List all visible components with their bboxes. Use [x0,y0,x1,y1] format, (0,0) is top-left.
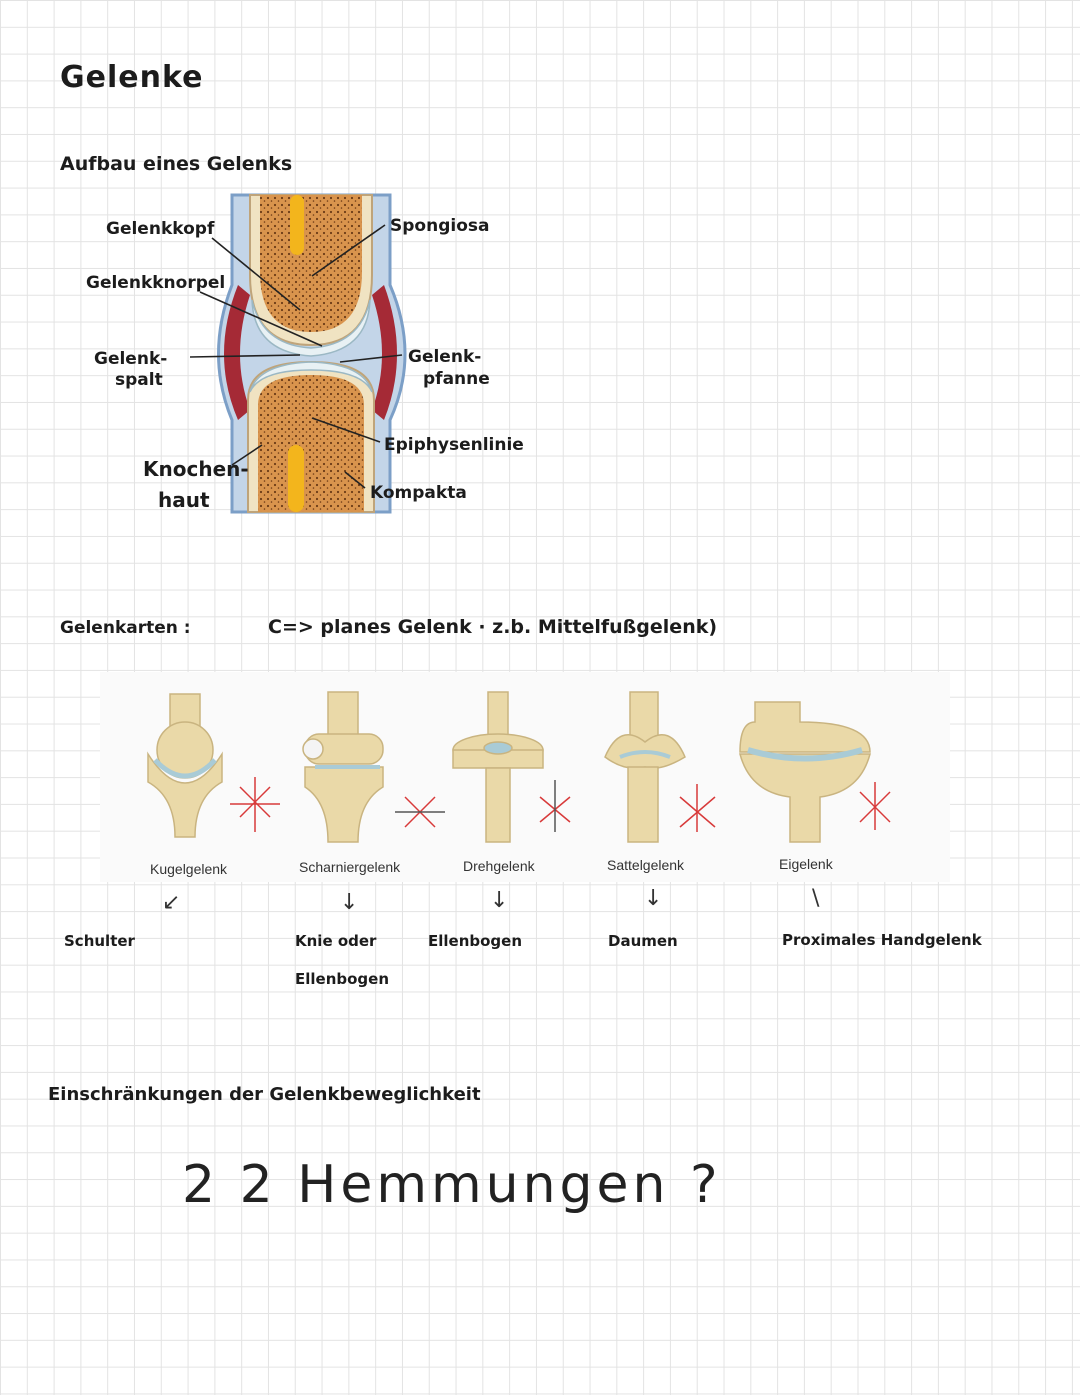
page-title: Gelenke [60,60,204,95]
arrow-ball-joint: ↙ [162,890,181,915]
arrow-saddle-joint: ↓ [644,886,663,911]
label-gelenkpfanne-2: pfanne [423,369,490,389]
upper-bone-spongiosa [260,195,362,332]
example-hinge-joint: Knie oder [295,932,377,950]
types-heading: Gelenkarten : [60,618,191,638]
caption-ball-joint: Kugelgelenk [150,861,228,877]
example-ellipsoid-joint: Proximales Handgelenk [782,931,982,949]
caption-pivot-joint: Drehgelenk [463,858,535,874]
limitations-heading: Einschränkungen der Gelenkbeweglichkeit [48,1084,481,1105]
label-gelenkkopf: Gelenkkopf [106,219,215,239]
plane-joint-note: C=> planes Gelenk · z.b. Mittelfußgelenk) [268,616,718,638]
label-gelenkknorpel: Gelenkknorpel [86,273,226,293]
label-knochenhaut-1: Knochen- [143,457,249,481]
arrow-hinge-joint: ↓ [340,890,359,915]
example-hinge-joint-2: Ellenbogen [295,970,390,988]
example-pivot-joint: Ellenbogen [428,932,523,950]
label-kompakta: Kompakta [370,483,467,503]
structure-heading: Aufbau eines Gelenks [60,153,293,175]
caption-hinge-joint: Scharniergelenk [299,859,401,875]
caption-ellipsoid-joint: Eigelenk [779,856,833,872]
arrow-ellipsoid-joint: \ [812,886,820,911]
example-ball-joint: Schulter [64,932,135,950]
label-epiphysenlinie: Epiphysenlinie [384,435,524,455]
label-knochenhaut-2: haut [158,488,210,512]
handwritten-note: 2 2 Hemmungen ? [182,1155,722,1215]
lower-marrow [288,445,304,512]
label-gelenkspalt-2: spalt [115,370,163,390]
label-spongiosa: Spongiosa [390,216,490,236]
joint-types-illustration [100,672,950,882]
label-gelenkpfanne-1: Gelenk- [408,347,482,367]
caption-saddle-joint: Sattelgelenk [607,857,685,873]
lower-bone-spongiosa [258,375,364,512]
arrow-pivot-joint: ↓ [490,888,509,913]
example-saddle-joint: Daumen [608,932,678,950]
label-gelenkspalt-1: Gelenk- [94,349,168,369]
upper-marrow [290,195,304,255]
joint-structure-diagram [0,0,1080,560]
